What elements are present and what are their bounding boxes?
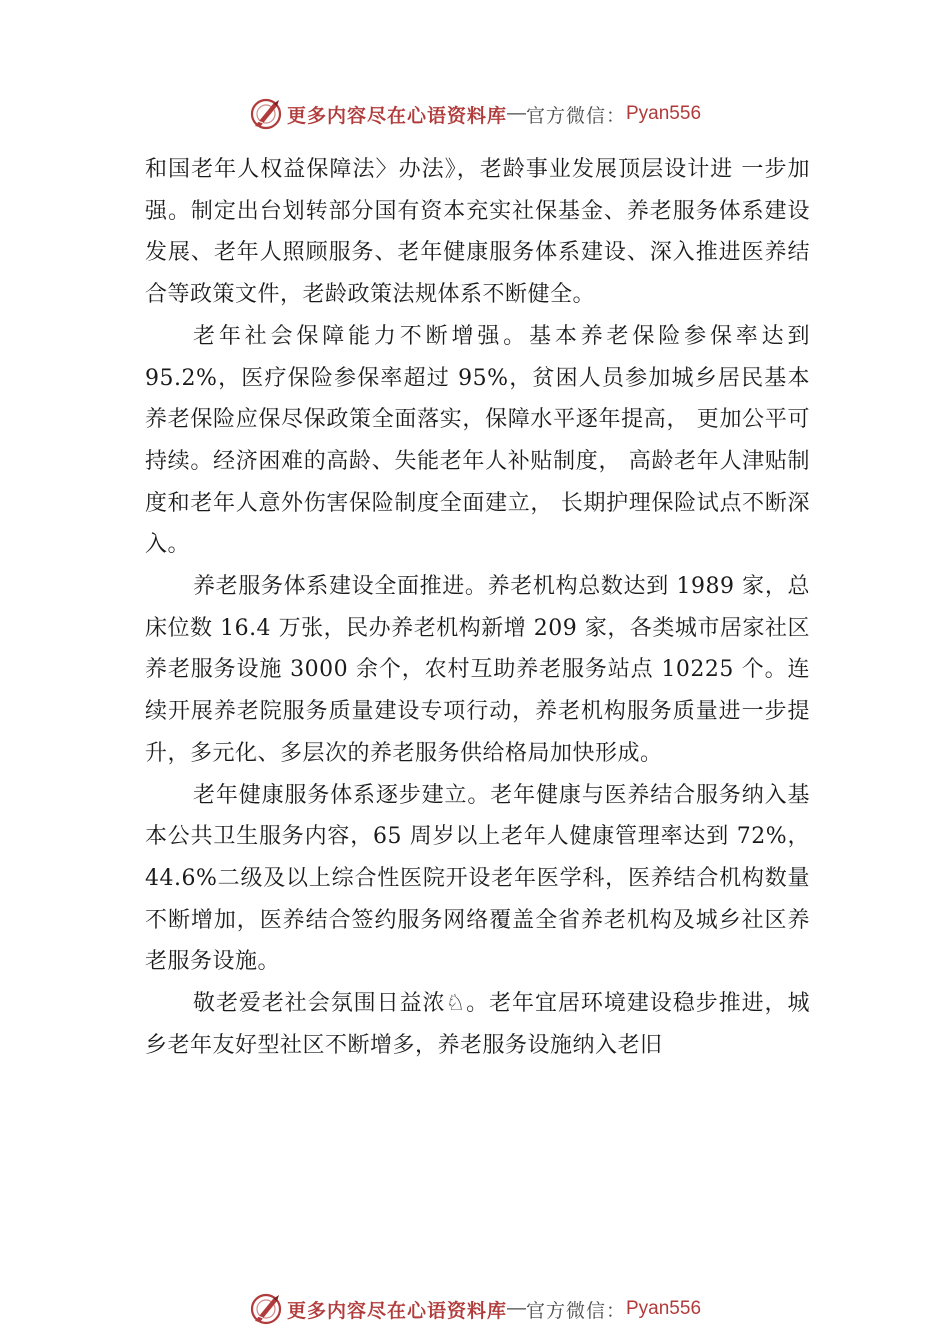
paragraph-social-security: 老年社会保障能力不断增强。基本养老保险参保率达到 95.2%，医疗保险参保率超过 95%，贫困人员参加城乡居民基本养老保险应保尽保政策全面落实，保障水平逐年提高， 更加公平可持续。经济困难的高龄、失能老年人补贴制度， 高龄老年人津贴制度和老年人意外伤害保险制度全面建立， 长期护理保险试点不断深入。 [145, 323, 810, 558]
banner-wechat-label: 官方微信： [525, 104, 626, 127]
paragraph-health-services: 老年健康服务体系逐步建立。老年健康与医养结合服务纳入基本公共卫生服务内容，65 周岁以上老年人健康管理率达到 72%，44.6%二级及以上综合性医院开设老年医学科，医养结合机构数量不断增加，医养结合签约服务网络覆盖全省养老机构及城乡社区养老服务设施。 [145, 782, 810, 975]
quill-pen-icon [249, 97, 283, 131]
paragraph-continuation: 和国老年人权益保障法〉办法》，老龄事业发展顶层设计进 一步加强。制定出台划转部分国有资本充实社保基金、养老服务体系建设发展、老年人照顾服务、老年健康服务体系建设、深入推进医养结合等政策文件，老龄政策法规体系不断健全。 [145, 157, 810, 308]
paragraph-elderly-care-services: 养老服务体系建设全面推进。养老机构总数达到 1989 家，总床位数 16.4 万张，民办养老机构新增 209 家，各类城市居家社区养老服务设施 3000 余个，农村互助养老服务站点 10225 个。连续开展养老院服务质量建设专项行动，养老机构服务质量进一步提升，多元化、多层次的养老服务供给格局加快形成。 [145, 574, 810, 766]
banner-title: 更多内容尽在心语资料库 [286, 104, 507, 127]
banner-dash: — [506, 1298, 526, 1319]
banner-title: 更多内容尽在心语资料库 [286, 1299, 507, 1322]
banner-wechat-id: Pyan556 [626, 1298, 702, 1319]
banner-dash: — [506, 103, 526, 124]
banner-wechat-id: Pyan556 [626, 103, 702, 124]
paragraph-social-atmosphere: 敬老爱老社会氛围日益浓♘。老年宜居环境建设稳步推进，城乡老年友好型社区不断增多，养老服务设施纳入老旧 [145, 991, 810, 1058]
banner-wechat-label: 官方微信： [525, 1299, 626, 1322]
header-banner [0, 94, 950, 134]
quill-pen-icon [249, 1292, 283, 1326]
document-body [145, 149, 810, 1066]
footer-banner [0, 1289, 950, 1329]
